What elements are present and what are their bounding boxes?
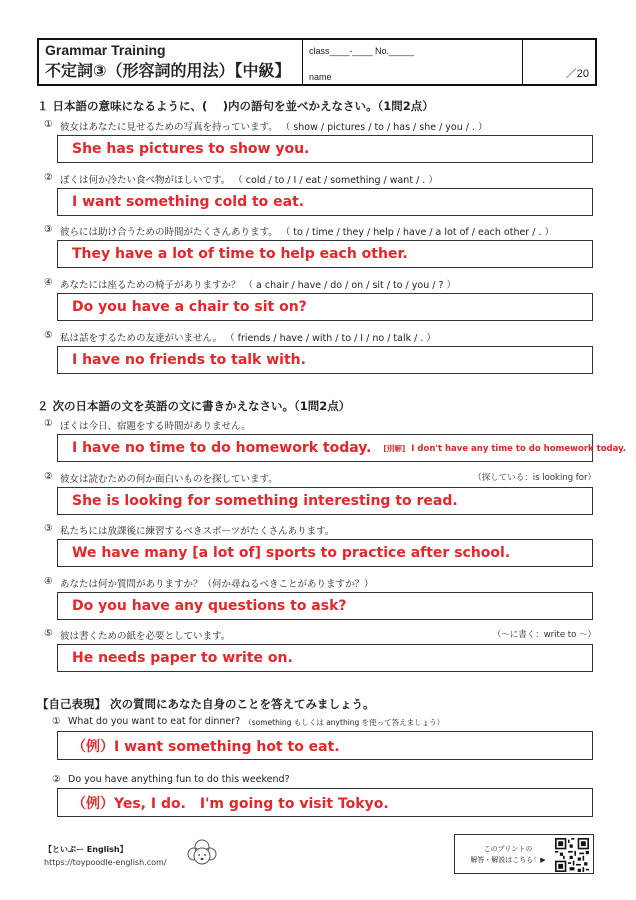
answer-text: Do you have a chair to sit on?: [72, 299, 307, 315]
answer-box[interactable]: [57, 135, 593, 163]
question-1-3: [44, 224, 596, 238]
question-number: ⑤: [44, 330, 53, 341]
answer-text: I want something cold to eat.: [72, 194, 305, 210]
question-number: ⑤: [44, 628, 53, 639]
answer-box[interactable]: [57, 434, 627, 462]
alternate-text: I don't have any time to do homework today.: [411, 443, 627, 454]
question-hint: （探している：is looking for）: [473, 473, 596, 483]
score-total: ／20: [565, 68, 589, 80]
question-prompt: ぼくは今日、宿題をする時間がありません。: [60, 421, 251, 432]
question-3-1: [52, 716, 604, 728]
section-1-title: １ 日本語の意味になるように、( )内の語句を並べかえなさい。（1問2点）: [37, 99, 434, 113]
brand-url[interactable]: https://toypoodle-english.com/: [44, 858, 167, 867]
answer-box[interactable]: [57, 644, 593, 672]
answer-text: We have many [a lot of] sports to practice after school.: [72, 545, 511, 561]
question-prompt: あなたは何か質問がありますか？（何か尋ねるべきことがありますか？）: [60, 579, 374, 590]
brand-name: 【といぷー English】: [44, 845, 128, 854]
poodle-mascot-icon: [182, 838, 222, 868]
name-field[interactable]: name: [309, 72, 332, 82]
section-2-title: ２ 次の日本語の文を英語の文に書きかえなさい。（1問2点）: [37, 399, 351, 413]
question-number: ①: [44, 119, 53, 130]
answer-box[interactable]: [57, 240, 593, 268]
question-number: ①: [52, 716, 61, 727]
alternate-answer: [383, 443, 626, 454]
student-info-cell: [303, 40, 523, 84]
question-prompt: ぼくは何か冷たい食べ物がほしいです。 （ cold / to / I / eat / something / want / . ）: [60, 175, 438, 186]
answer-box[interactable]: [57, 293, 593, 321]
answer-text: He needs paper to write on.: [72, 650, 293, 666]
question-1-4: [44, 277, 596, 291]
answer-box[interactable]: [57, 592, 593, 620]
answer-box[interactable]: [57, 346, 593, 374]
question-prompt: What do you want to eat for dinner?: [68, 716, 241, 727]
answer-box[interactable]: [57, 188, 593, 216]
answer-text: I have no time to do homework today.: [72, 440, 372, 456]
question-number: ①: [44, 418, 53, 429]
answer-text: Do you have any questions to ask?: [72, 598, 347, 614]
answer-text: She is looking for something interesting to read.: [72, 493, 458, 509]
question-prompt: 彼らには助け合うための時間がたくさんあります。 （ to / time / they / help / have / a lot of / each other / . ）: [60, 227, 554, 238]
question-1-2: [44, 172, 596, 186]
question-prompt: 私たちには放課後に練習するべきスポーツがたくさんあります。: [60, 526, 335, 537]
question-2-3: [44, 523, 596, 537]
question-number: ②: [44, 471, 53, 482]
answer-box[interactable]: [57, 788, 593, 817]
question-number: ④: [44, 277, 53, 288]
question-prompt: 彼は書くための紙を必要としています。: [60, 631, 231, 642]
answer-box[interactable]: [57, 731, 593, 760]
answer-box[interactable]: [57, 539, 593, 567]
score-cell: [523, 40, 595, 84]
qr-code-icon[interactable]: [555, 838, 589, 872]
alternate-tag: [別解]: [383, 443, 406, 453]
question-1-1: [44, 119, 596, 133]
answer-box[interactable]: [57, 487, 593, 515]
question-3-2: [52, 774, 604, 785]
question-number: ②: [44, 172, 53, 183]
answer-link-line-1: このプリントの: [483, 845, 533, 853]
question-prompt: 私は話をするための友達がいません。 （ friends / have / with / to / I / no / talk / . ）: [60, 333, 436, 344]
question-prompt: 彼女はあなたに見せるための写真を持っています。 （ show / pictures / to / has / she / you / . ）: [60, 122, 488, 133]
question-1-5: [44, 330, 596, 344]
question-prompt: 彼女は読むための何か面白いものを探しています。: [60, 474, 278, 485]
answer-text: I have no friends to talk with.: [72, 352, 306, 368]
question-number: ④: [44, 576, 53, 587]
worksheet-kind: Grammar Training: [45, 42, 166, 58]
answer-text: She has pictures to show you.: [72, 141, 310, 157]
question-2-2: [44, 471, 596, 485]
answer-link-line-2: 解答・解説はこちら！▶: [470, 856, 546, 864]
answer-link-text: [463, 844, 553, 866]
question-prompt: Do you have anything fun to do this weekend?: [68, 774, 290, 785]
answer-text: （例）I want something hot to eat.: [72, 738, 340, 755]
title-cell: [39, 40, 303, 84]
question-2-1: [44, 418, 596, 432]
worksheet-header: [37, 38, 597, 86]
class-number-field[interactable]: class____-____ No._____: [309, 46, 415, 56]
worksheet-title: 不定詞③（形容詞的用法）【中級】: [45, 61, 291, 80]
question-number: ③: [44, 224, 53, 235]
question-hint: （～に書く：write to ～）: [492, 630, 596, 640]
answer-text: They have a lot of time to help each other.: [72, 246, 408, 262]
answer-text: （例）Yes, I do. I'm going to visit Tokyo.: [72, 795, 389, 812]
question-2-5: [44, 628, 596, 642]
question-note: （something もしくは anything を使って答えましょう）: [244, 718, 445, 727]
question-number: ③: [44, 523, 53, 534]
question-prompt: あなたには座るための椅子がありますか？ （ a chair / have / do / on / sit / to / you / ? ）: [60, 280, 457, 291]
question-2-4: [44, 576, 596, 590]
question-number: ②: [52, 774, 61, 785]
section-3-title: 【自己表現】 次の質問にあなた自身のことを答えてみましょう。: [37, 697, 375, 711]
